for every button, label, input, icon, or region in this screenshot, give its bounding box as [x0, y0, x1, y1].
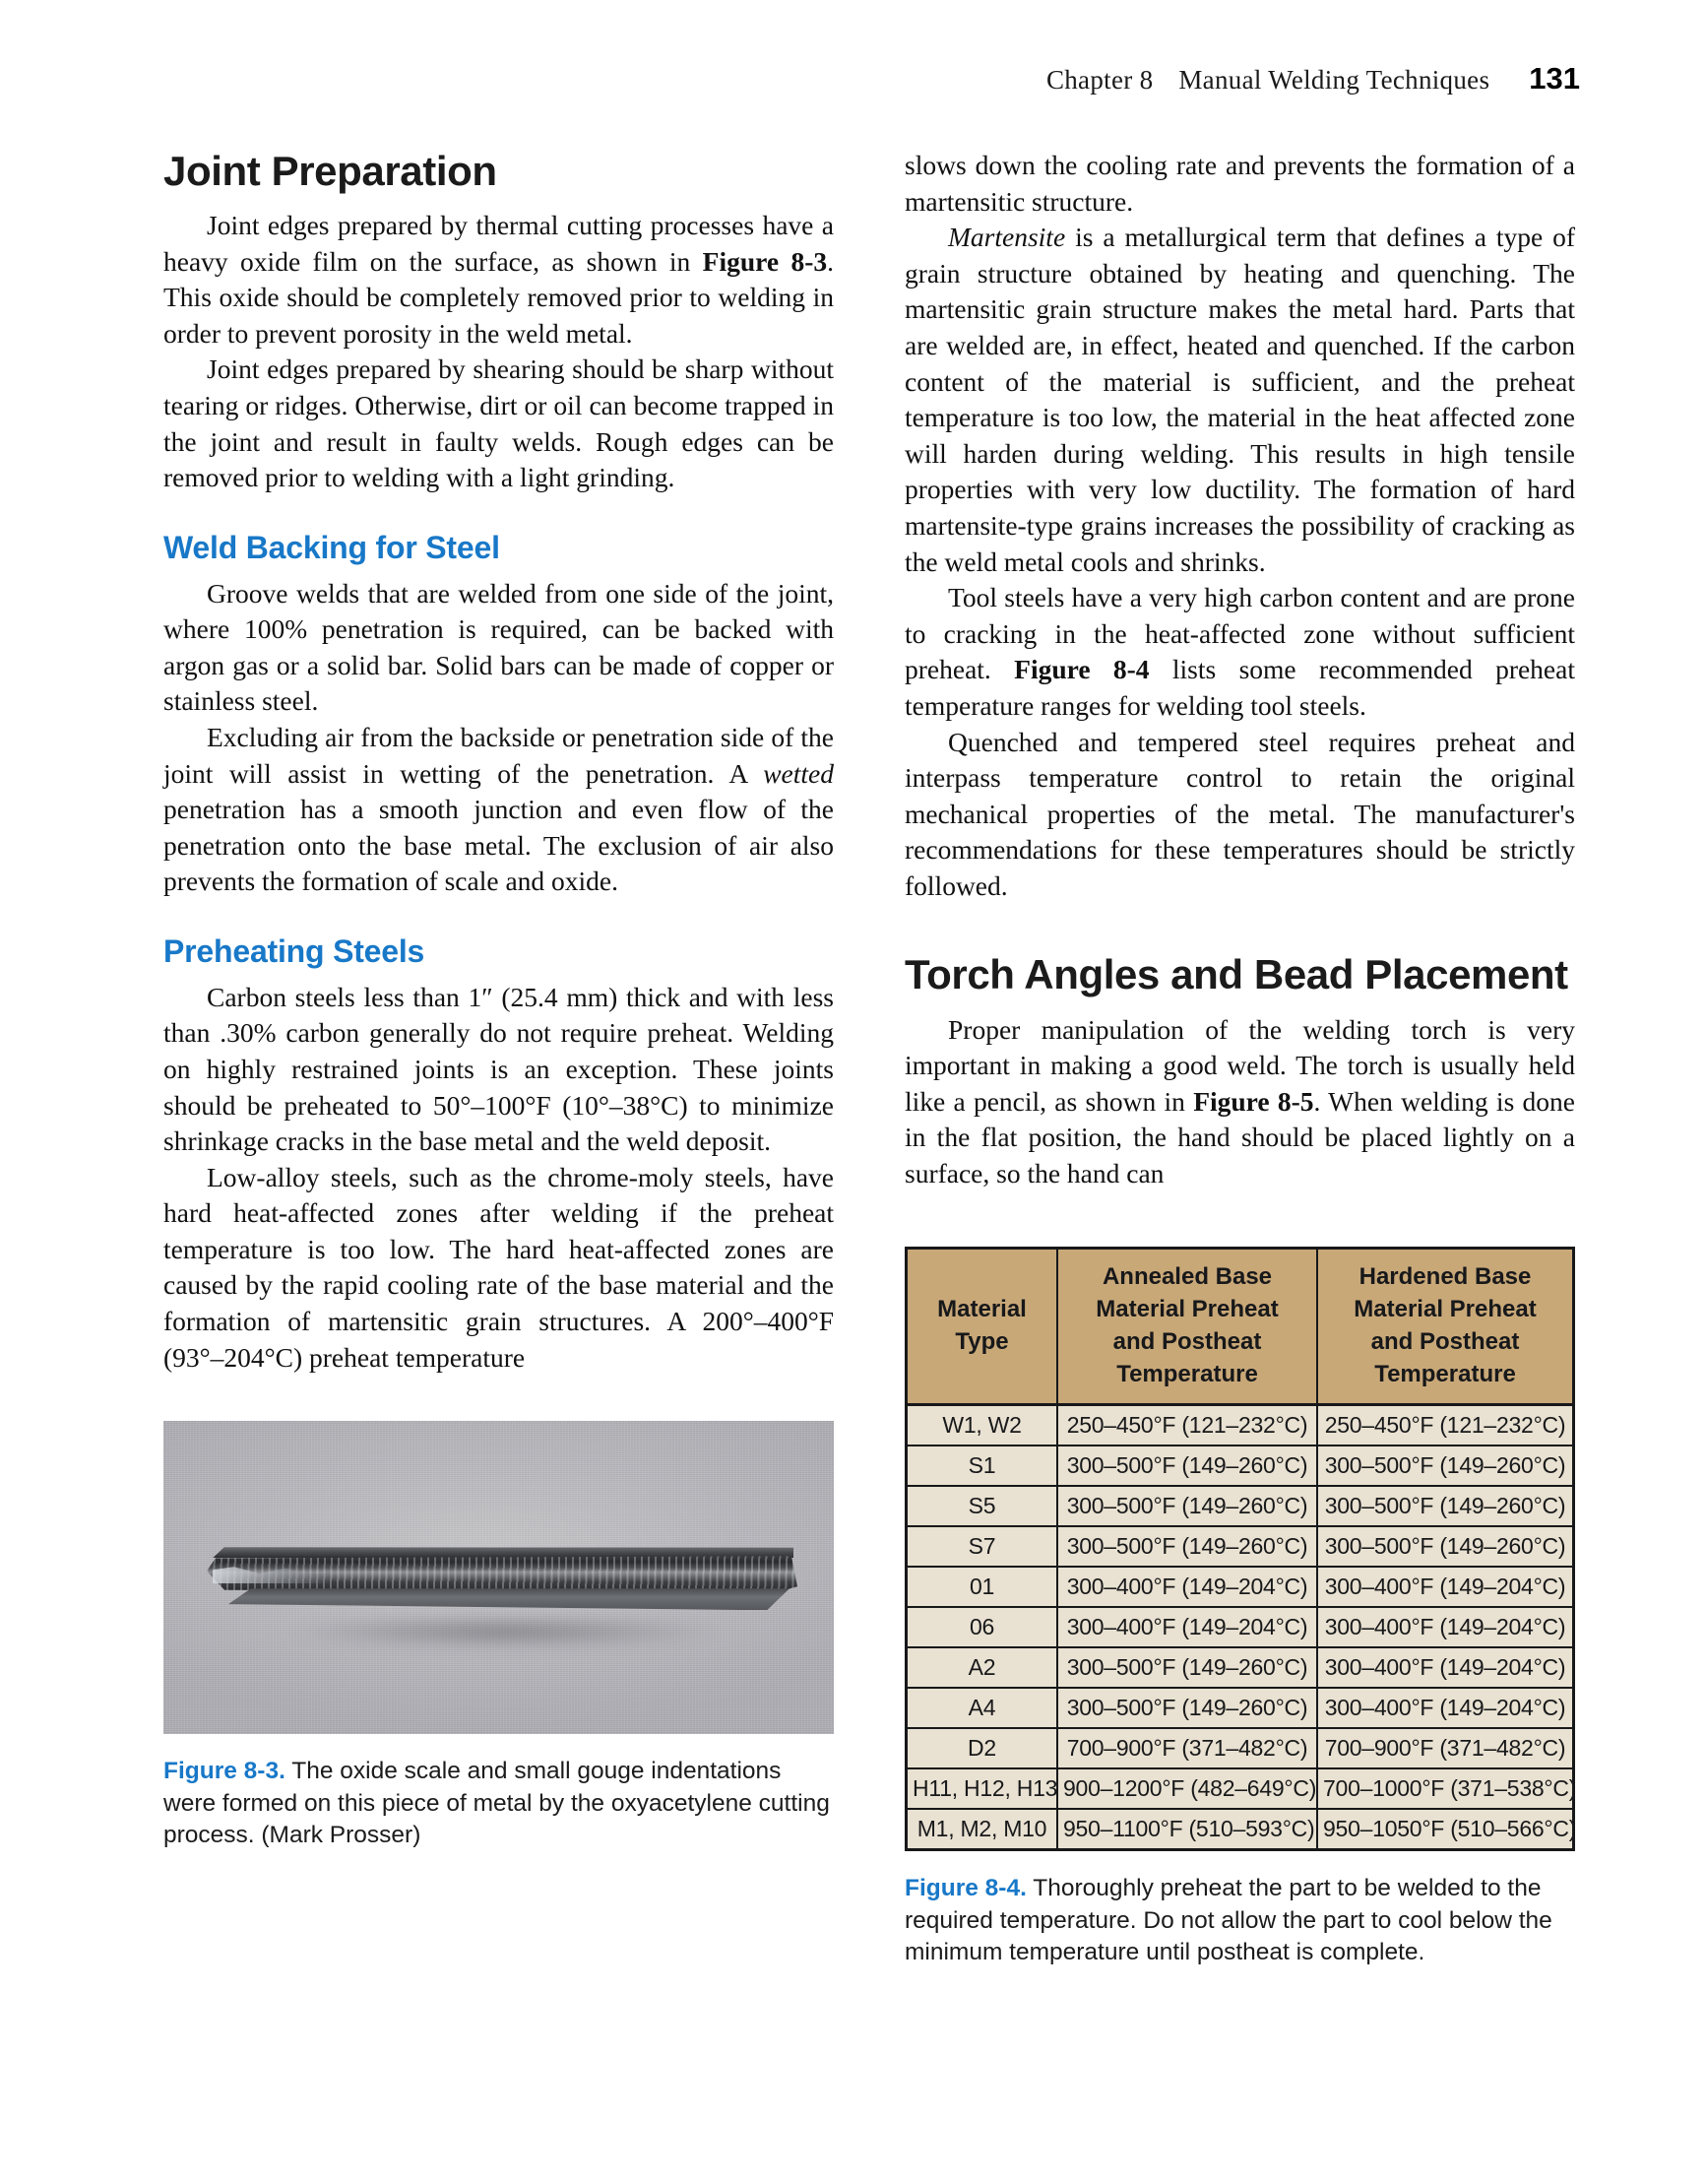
cell-annealed-temperature: 700–900°F (371–482°C) — [1057, 1728, 1317, 1768]
page-body — [163, 148, 1575, 1969]
column-header-annealed-base — [1057, 1250, 1317, 1405]
running-head — [1046, 61, 1580, 96]
table-row — [908, 1647, 1572, 1688]
table-row — [908, 1607, 1572, 1647]
paragraph-text-cont: . When welding is done in the flat position, the hand should be placed lightly on a surface, so the hand can — [905, 1085, 1575, 1188]
table-row — [908, 1486, 1572, 1526]
cell-material-type: W1, W2 — [908, 1405, 1057, 1446]
cell-annealed-temperature: 300–400°F (149–204°C) — [1057, 1567, 1317, 1607]
header-line: Material Preheat — [1096, 1296, 1279, 1323]
paragraph-groove-welds: Groove welds that are welded from one side of the joint, where 100% penetration is required, can be backed with argon gas or a solid bar. Solid bars can be made of copper or stainless steel. — [163, 577, 834, 717]
table-row — [908, 1688, 1572, 1728]
table-row — [908, 1809, 1572, 1848]
heading-weld-backing-for-steel: Weld Backing for Steel — [163, 529, 500, 565]
figure-8-4-caption-text: Thoroughly preheat the part to be welded to the required temperature. Do not allow the part to cool below the minimum temperature until postheat is complete. — [905, 1875, 1552, 1966]
cell-annealed-temperature: 300–500°F (149–260°C) — [1057, 1445, 1317, 1486]
cell-hardened-temperature: 300–400°F (149–204°C) — [1317, 1607, 1572, 1647]
paragraph-excluding-air — [163, 720, 834, 900]
paragraph-martensite-definition — [905, 220, 1575, 580]
heading-torch-angles-and-bead-placement: Torch Angles and Bead Placement — [905, 951, 1568, 998]
cell-hardened-temperature: 250–450°F (121–232°C) — [1317, 1405, 1572, 1446]
cell-annealed-temperature: 300–500°F (149–260°C) — [1057, 1486, 1317, 1526]
paragraph-text: is a metallurgical term that defines a type of grain structure obtained by heating and quenching. The martensitic grain structure makes the metal hard. Parts that are welded are, in effect, heated and quenched. If the carbon content of the material is sufficient, and the preheat temperature is too low, the material in the heat affected zone will harden during welding. This results in high tensile properties with very low ductility. The formation of hard martensite-type grains increases the possibility of cracking as the weld metal cools and shrinks. — [905, 222, 1575, 577]
header-line: and Postheat — [1370, 1328, 1520, 1356]
cell-material-type: D2 — [908, 1728, 1057, 1768]
running-head-title: Manual Welding Techniques — [1178, 65, 1490, 95]
cell-hardened-temperature: 300–500°F (149–260°C) — [1317, 1445, 1572, 1486]
cell-annealed-temperature: 900–1200°F (482–649°C) — [1057, 1768, 1317, 1809]
figure-8-3-caption-text: The oxide scale and small gouge indentations were formed on this piece of metal by the oxyacetylene cutting process. (Mark Prosser) — [163, 1758, 830, 1849]
header-line: Temperature — [1374, 1361, 1516, 1388]
paragraph-text-cont: lists some recommended preheat temperature ranges for welding tool steels. — [905, 654, 1575, 721]
figure-8-3-caption — [163, 1756, 834, 1852]
paragraph-tool-steels — [905, 580, 1575, 724]
figure-reference-8-3: Figure 8-3 — [702, 245, 828, 277]
table-head — [908, 1250, 1572, 1405]
table-row — [908, 1445, 1572, 1486]
header-line: Temperature — [1116, 1361, 1258, 1388]
figure-8-4-table-container — [905, 1247, 1575, 1851]
header-line: Hardened Base — [1358, 1263, 1532, 1291]
paragraph-text: Excluding air from the backside or penetration side of the joint will assist in wetting of the penetration. A — [163, 721, 834, 789]
cell-hardened-temperature: 300–400°F (149–204°C) — [1317, 1647, 1572, 1688]
metal-plate — [207, 1547, 797, 1610]
table-header-row — [908, 1250, 1572, 1405]
cell-annealed-temperature: 300–500°F (149–260°C) — [1057, 1647, 1317, 1688]
cell-annealed-temperature: 250–450°F (121–232°C) — [1057, 1405, 1317, 1446]
heading-preheating-steels: Preheating Steels — [163, 932, 425, 969]
paragraph-joint-edges-thermal — [163, 208, 834, 352]
cell-material-type: S7 — [908, 1526, 1057, 1567]
column-header-material-type — [908, 1250, 1057, 1405]
term-martensite: Martensite — [948, 222, 1066, 253]
cell-hardened-temperature: 300–500°F (149–260°C) — [1317, 1526, 1572, 1567]
paragraph-text: Proper manipulation of the welding torch is very important in making a good weld. The torch is usually held like a pencil, as shown in — [905, 1013, 1575, 1117]
cell-annealed-temperature: 300–400°F (149–204°C) — [1057, 1607, 1317, 1647]
table-row — [908, 1567, 1572, 1607]
cell-hardened-temperature: 300–500°F (149–260°C) — [1317, 1486, 1572, 1526]
plate-drop-shadow — [201, 1618, 807, 1663]
table-row — [908, 1728, 1572, 1768]
table-body — [908, 1405, 1577, 1849]
cell-material-type: S1 — [908, 1445, 1057, 1486]
figure-reference-8-4: Figure 8-4 — [1014, 654, 1150, 685]
header-line: Type — [955, 1328, 1009, 1356]
paragraph-text-cont: penetration has a smooth junction and even flow of the penetration onto the base metal. The exclusion of air also prevents the formation of scale and oxide. — [163, 794, 834, 897]
cell-material-type: 01 — [908, 1567, 1057, 1607]
paragraph-text-cont: . This oxide should be completely removed prior to welding in order to prevent porosity in the weld metal. — [163, 245, 834, 349]
cell-hardened-temperature: 700–1000°F (371–538°C) — [1317, 1768, 1572, 1809]
page-number: 131 — [1529, 61, 1580, 96]
paragraph-slows-cooling-rate: slows down the cooling rate and prevents the formation of a martensitic structure. — [905, 150, 1575, 217]
cell-material-type: A4 — [908, 1688, 1057, 1728]
table-row — [908, 1526, 1572, 1567]
figure-reference-8-5: Figure 8-5 — [1193, 1085, 1314, 1117]
left-column — [163, 148, 834, 1969]
figure-8-4-caption — [905, 1873, 1575, 1969]
right-column — [905, 148, 1575, 1969]
paragraph-low-alloy-steels: Low-alloy steels, such as the chrome-moly steels, have hard heat-affected zones after welding if the preheat temperature is too low. The hard heat-affected zones are caused by the rapid cooling rate of the base material and the formation of martensitic grain structures. A 200°–400°F (93°–204°C) preheat temperature — [163, 1161, 834, 1373]
running-head-chapter: Chapter 8 — [1045, 65, 1154, 95]
cell-annealed-temperature: 300–500°F (149–260°C) — [1057, 1688, 1317, 1728]
cell-annealed-temperature: 300–500°F (149–260°C) — [1057, 1526, 1317, 1567]
heading-joint-preparation: Joint Preparation — [163, 148, 497, 194]
paragraph-quenched-tempered-steel: Quenched and tempered steel requires preheat and interpass temperature control to retain the original mechanical properties of the metal. The manufacturer's recommendations for these temperatures should be strictly followed. — [905, 726, 1575, 901]
paragraph-joint-edges-shearing: Joint edges prepared by shearing should be sharp without tearing or ridges. Otherwise, dirt or oil can become trapped in the joint and result in faulty welds. Rough edges can be removed prior to welding with a light grinding. — [163, 353, 834, 493]
paragraph-text: Joint edges prepared by thermal cutting processes have a heavy oxide film on the surface, as shown in — [163, 210, 834, 277]
cell-hardened-temperature: 300–400°F (149–204°C) — [1317, 1567, 1572, 1607]
table-row — [908, 1405, 1572, 1446]
header-line: Material — [937, 1296, 1027, 1323]
plate-front-face — [228, 1588, 790, 1610]
cell-annealed-temperature: 950–1100°F (510–593°C) — [1057, 1809, 1317, 1848]
cell-material-type: M1, M2, M10 — [908, 1809, 1057, 1848]
header-line: and Postheat — [1112, 1328, 1262, 1356]
cell-material-type: A2 — [908, 1647, 1057, 1688]
column-header-hardened-base — [1317, 1250, 1572, 1405]
figure-8-3-photograph — [163, 1421, 834, 1734]
header-line: Annealed Base — [1102, 1263, 1273, 1291]
paragraph-text: Tool steels have a very high carbon content and are prone to cracking in the heat-affected zone without sufficient preheat. — [905, 582, 1575, 685]
table-row — [908, 1768, 1572, 1809]
cell-material-type: H11, H12, H13 — [908, 1768, 1057, 1809]
emphasis-wetted: wetted — [763, 757, 834, 789]
figure-8-4-label: Figure 8-4. — [905, 1875, 1027, 1902]
cell-hardened-temperature: 300–400°F (149–204°C) — [1317, 1688, 1572, 1728]
paragraph-proper-manipulation — [905, 1012, 1575, 1192]
figure-8-3-label: Figure 8-3. — [163, 1758, 285, 1785]
paragraph-carbon-steels: Carbon steels less than 1″ (25.4 mm) thick and with less than .30% carbon generally do not require preheat. Welding on highly restrained joints is an exception. These joints should be preheated to 50°–100°F (10°–38°C) to minimize shrinkage cracks in the base metal and the weld deposit. — [163, 981, 834, 1157]
cell-hardened-temperature: 950–1050°F (510–566°C) — [1317, 1809, 1572, 1848]
cell-material-type: 06 — [908, 1607, 1057, 1647]
cell-material-type: S5 — [908, 1486, 1057, 1526]
preheat-temperature-table — [908, 1250, 1577, 1848]
header-line: Material Preheat — [1354, 1296, 1537, 1323]
cell-hardened-temperature: 700–900°F (371–482°C) — [1317, 1728, 1572, 1768]
